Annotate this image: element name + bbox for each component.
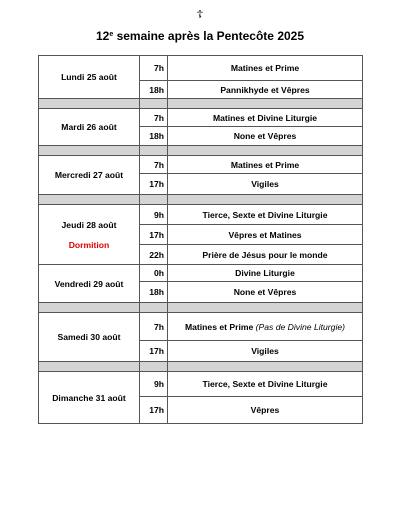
separator-row (39, 99, 363, 109)
separator-row (39, 195, 363, 205)
separator-row (39, 303, 363, 313)
event-cell: None et Vêpres (168, 127, 363, 146)
time-cell: 7h (140, 156, 168, 174)
day-cell-lundi (39, 56, 140, 99)
orthodox-cross-icon: ☦ (196, 9, 204, 21)
time-cell: 7h (140, 56, 168, 81)
day-cell-samedi (39, 313, 140, 362)
separator-cell (168, 195, 363, 205)
separator-cell (39, 195, 140, 205)
event-cell: Matines et Divine Liturgie (168, 109, 363, 127)
event-cell: Divine Liturgie (168, 265, 363, 282)
feast-label: Dormition (68, 239, 110, 250)
day-label: Mercredi 27 août (54, 170, 124, 180)
page-title (0, 29, 400, 43)
day-label: Jeudi 28 août (61, 219, 117, 230)
separator-cell (140, 362, 168, 372)
separator-row (39, 362, 363, 372)
event-cell: Vigiles (168, 341, 363, 362)
time-cell: 18h (140, 282, 168, 303)
time-cell: 18h (140, 127, 168, 146)
table-row (39, 56, 363, 81)
table-row (39, 372, 363, 397)
table-row (39, 205, 363, 225)
separator-cell (168, 303, 363, 313)
separator-cell (39, 303, 140, 313)
separator-cell (168, 99, 363, 109)
day-label: Vendredi 29 août (54, 278, 124, 289)
title-text: semaine après la Pentecôte 2025 (113, 29, 305, 43)
time-cell: 17h (140, 225, 168, 245)
day-cell-vendredi (39, 265, 140, 303)
time-cell: 17h (140, 341, 168, 362)
time-cell: 0h (140, 265, 168, 282)
event-cell: Matines et Prime (168, 156, 363, 174)
separator-cell (168, 362, 363, 372)
event-text: Matines et Prime (184, 321, 254, 332)
time-cell: 22h (140, 245, 168, 265)
day-label: Dimanche 31 août (52, 392, 126, 403)
time-cell: 7h (140, 313, 168, 341)
event-cell: Tierce, Sexte et Divine Liturgie (168, 372, 363, 397)
event-cell: Tierce, Sexte et Divine Liturgie (168, 205, 363, 225)
table-row (39, 265, 363, 282)
time-cell: 9h (140, 372, 168, 397)
time-cell: 9h (140, 205, 168, 225)
time-cell: 18h (140, 81, 168, 99)
table-row (39, 156, 363, 174)
event-cell: Vigiles (168, 174, 363, 195)
day-label: Lundi 25 août (61, 72, 117, 82)
separator-cell (39, 99, 140, 109)
event-cell: None et Vêpres (168, 282, 363, 303)
event-note: (Pas de Divine Liturgie) (255, 321, 345, 332)
table-row (39, 109, 363, 127)
time-cell: 17h (140, 397, 168, 424)
day-label: Samedi 30 août (57, 332, 121, 342)
separator-cell (39, 362, 140, 372)
day-cell-dimanche (39, 372, 140, 424)
title-number: 12 (95, 29, 110, 43)
separator-row (39, 146, 363, 156)
separator-cell (140, 303, 168, 313)
table-row (39, 313, 363, 341)
title-ordinal-suffix: e (109, 31, 114, 38)
day-cell-jeudi (39, 205, 140, 265)
day-cell-mercredi (39, 156, 140, 195)
event-cell: Vêpres et Matines (168, 225, 363, 245)
day-label: Mardi 26 août (61, 122, 117, 132)
separator-cell (168, 146, 363, 156)
event-cell: Prière de Jésus pour le monde (168, 245, 363, 265)
event-cell: Pannikhyde et Vêpres (168, 81, 363, 99)
event-cell: Matines et Prime (168, 56, 363, 81)
schedule-table (38, 55, 363, 424)
event-cell (168, 313, 363, 341)
separator-cell (140, 146, 168, 156)
time-cell: 17h (140, 174, 168, 195)
separator-cell (140, 195, 168, 205)
day-cell-mardi (39, 109, 140, 146)
separator-cell (39, 146, 140, 156)
separator-cell (140, 99, 168, 109)
event-cell: Vêpres (168, 397, 363, 424)
time-cell: 7h (140, 109, 168, 127)
